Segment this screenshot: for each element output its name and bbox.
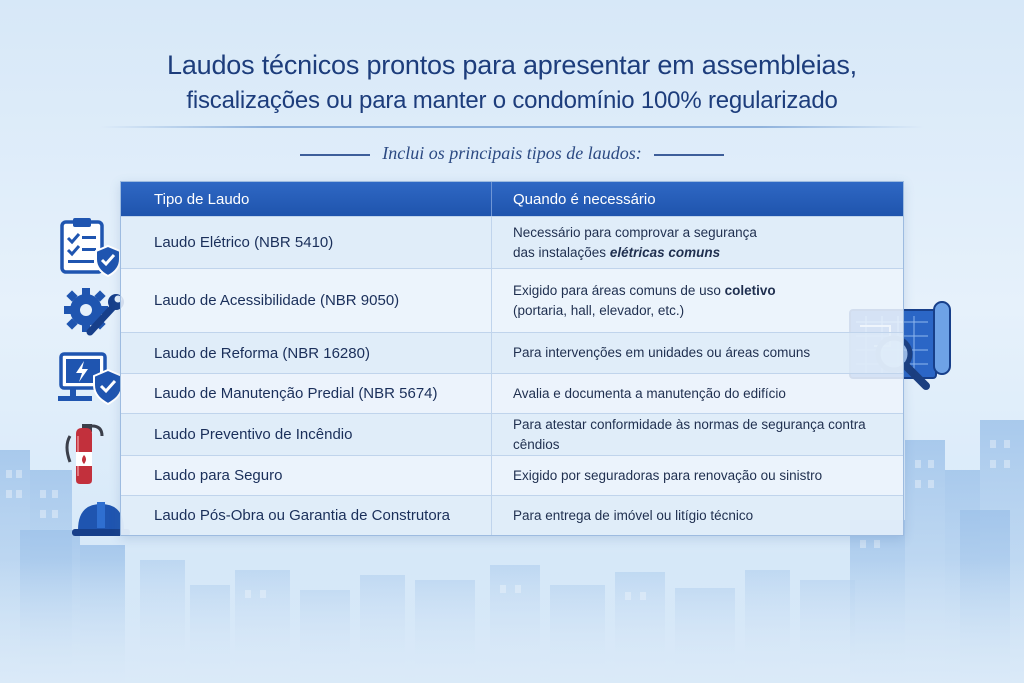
row-when-line-1: Para atestar conformidade às normas de segurança contra cêndios xyxy=(513,416,866,452)
title-line-2: fiscalizações ou para manter o condomínio 100% regularizado xyxy=(186,87,838,114)
table-row xyxy=(121,495,903,535)
laudos-table xyxy=(120,181,904,536)
row-when-line-2: das instalações elétricas comuns xyxy=(513,244,721,260)
row-type: Laudo Elétrico (NBR 5410) xyxy=(121,217,492,268)
table-header xyxy=(121,182,903,216)
row-when-line-1: Para entrega de imóvel ou litígio técnico xyxy=(513,507,754,523)
subtitle xyxy=(0,143,1024,164)
row-when-line-2: (portaria, hall, elevador, etc.) xyxy=(513,302,685,318)
row-when xyxy=(492,217,903,268)
row-when xyxy=(492,414,903,455)
row-when xyxy=(492,496,903,535)
row-type: Laudo para Seguro xyxy=(121,456,492,495)
column-header-tipo: Tipo de Laudo xyxy=(121,182,492,216)
row-when xyxy=(492,456,903,495)
row-type: Laudo de Manutenção Predial (NBR 5674) xyxy=(121,374,492,413)
row-when xyxy=(492,374,903,413)
table-row xyxy=(121,413,903,455)
column-header-quando: Quando é necessário xyxy=(513,190,656,208)
subtitle-rule-left xyxy=(300,154,370,156)
table-row xyxy=(121,268,903,332)
table-row xyxy=(121,332,903,373)
fire-extinguisher-icon xyxy=(62,416,106,488)
row-type: Laudo Pós-Obra ou Garantia de Construtora xyxy=(121,496,492,535)
row-when-line-1: Avalia e documenta a manutenção do edifício xyxy=(513,385,786,401)
table-row xyxy=(121,455,903,495)
electrical-panel-shield-icon xyxy=(58,350,126,408)
row-when xyxy=(492,333,903,373)
gear-wrench-icon xyxy=(60,284,126,340)
title-divider xyxy=(100,126,924,128)
row-type: Laudo de Reforma (NBR 16280) xyxy=(121,333,492,373)
row-when-line-1: Para intervenções em unidades ou áreas comuns xyxy=(513,345,811,360)
row-when-line-1: Exigido por seguradoras para renovação ou sinistro xyxy=(513,467,823,483)
table-row xyxy=(121,216,903,268)
row-type: Laudo de Acessibilidade (NBR 9050) xyxy=(121,269,492,332)
page-title xyxy=(0,50,1024,115)
table-row xyxy=(121,373,903,413)
row-when xyxy=(492,269,903,332)
subtitle-rule-right xyxy=(654,154,724,156)
row-when-line-1: Exigido para áreas comuns de uso coletivo xyxy=(513,282,776,298)
clipboard-check-icon xyxy=(58,216,124,278)
subtitle-text: Inclui os principais tipos de laudos: xyxy=(382,143,642,163)
title-line-1: Laudos técnicos prontos para apresentar em assembleias, xyxy=(167,50,857,80)
row-when-line-1: Necessário para comprovar a segurança xyxy=(513,224,757,240)
row-type: Laudo Preventivo de Incêndio xyxy=(121,414,492,455)
